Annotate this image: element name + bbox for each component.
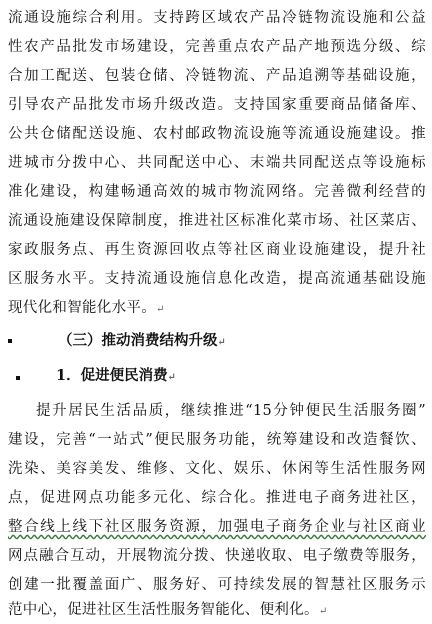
text-line-content: 现代化和智能化水平。 (8, 300, 156, 316)
section-heading (58, 331, 226, 353)
text-line-spellcheck (8, 517, 426, 537)
subsection-heading (56, 366, 176, 388)
text-line-content: 范中心，促进社区生活性服务智能化、便利化。 (8, 602, 319, 618)
text-line: 引导农产品批发市场升级改造。支持国家重要商品储备库、 (8, 97, 426, 113)
text-line: 准化建设，构建畅通高效的城市物流网络。完善微利经营的 (8, 184, 426, 200)
spellcheck-underlined-line: 整合线上线下社区服务资源，加强电子商务企业与社区商业 (8, 519, 426, 535)
bullet-icon (8, 339, 12, 343)
bullet-icon (16, 376, 20, 380)
text-line: 网点融合互动，开展物流分拨、快递收取、电子缴费等服务， (8, 548, 426, 564)
subsection-heading-text: 1．促进便民消费 (56, 367, 168, 384)
text-line: 提升居民生活品质，继续推进“15分钟便民生活服务圈” (36, 403, 426, 419)
section-heading-text: （三）推动消费结构升级 (58, 332, 218, 349)
text-line: 合加工配送、包装仓储、冷链物流、产品追溯等基础设施， (8, 68, 426, 84)
text-line: 点，促进网点功能多元化、综合化。推进电子商务进社区， (8, 490, 426, 506)
text-line-last (8, 600, 426, 622)
text-line: 流通设施综合利用。支持跨区域农产品冷链物流设施和公益 (8, 10, 426, 26)
text-line: 建设，完善“一站式”便民服务功能，统筹建设和改造餐饮、 (8, 432, 426, 448)
text-line-last (8, 298, 426, 320)
text-line: 公共仓储配送设施、农村邮政物流设施等流通设施建设。推 (8, 126, 426, 142)
text-line: 流通设施建设保障制度，推进社区标准化菜市场、社区菜店、 (8, 213, 426, 229)
paragraph-mark-icon: ↵ (217, 337, 226, 348)
text-line: 进城市分拨中心、共同配送中心、末端共同配送点等设施标 (8, 155, 426, 171)
paragraph-mark-icon: ↵ (318, 606, 328, 617)
text-line: 性农产品批发市场建设，完善重点农产品产地预选分级、综 (8, 39, 426, 55)
text-line: 家政服务点、再生资源回收点等社区商业设施建设，提升社 (8, 242, 426, 258)
text-line: 创建一批覆盖面广、服务好、可持续发展的智慧社区服务示 (8, 577, 426, 593)
text-line: 区服务水平。支持流通设施信息化改造，提高流通基础设施 (8, 271, 426, 287)
paragraph-mark-icon: ↵ (167, 372, 176, 383)
text-line: 洗染、美容美发、维修、文化、娱乐、休闲等生活性服务网 (8, 461, 426, 477)
paragraph-mark-icon: ↵ (156, 304, 165, 315)
